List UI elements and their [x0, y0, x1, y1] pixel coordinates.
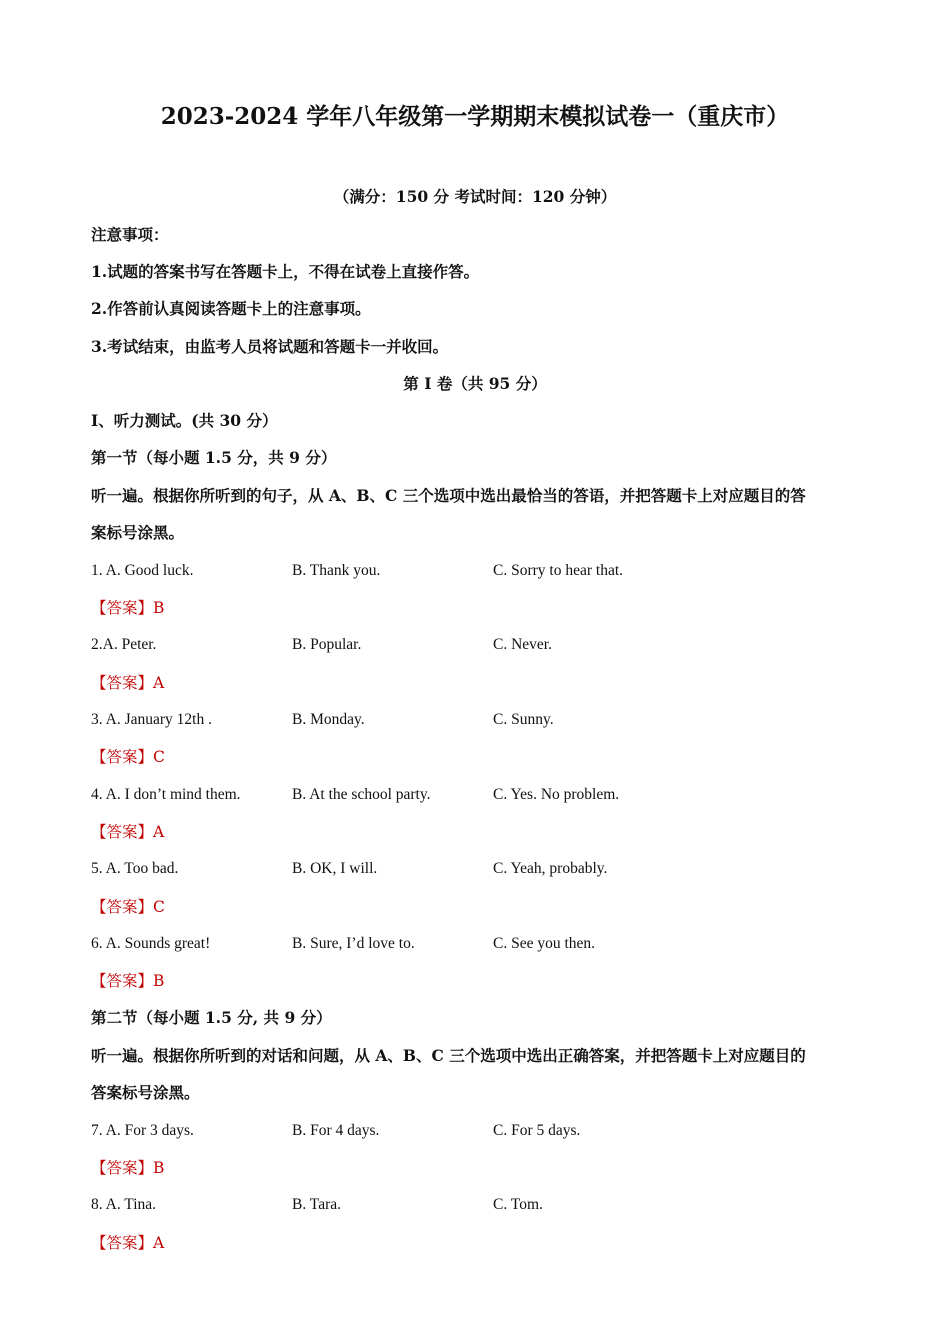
volume-heading: 第 I 卷（共 95 分） [403, 374, 547, 393]
q8-option-a: 8. A. Tina. [91, 1196, 157, 1213]
answer-letter: A [153, 823, 165, 841]
q5-option-c: C. Yeah, probably. [493, 860, 608, 877]
q7-option-c: C. For 5 days. [493, 1122, 581, 1139]
q1-option-c: C. Sorry to hear that. [493, 562, 624, 579]
q3-answer [91, 746, 165, 768]
answer-prefix: 【答案】 [91, 599, 154, 617]
q7-answer [91, 1157, 164, 1179]
notice-item-2: 2.作答前认真阅读答题卡上的注意事项。 [91, 299, 371, 318]
section2-instruction-line1: 听一遍。根据你所听到的对话和问题，从 A、B、C 三个选项中选出正确答案，并把答题卡上对应题目的 [91, 1046, 806, 1065]
answer-letter: B [153, 599, 165, 617]
answer-prefix: 【答案】 [91, 1234, 154, 1252]
q4-option-b: B. At the school party. [292, 786, 431, 803]
answer-letter: A [153, 674, 165, 692]
answer-letter: C [153, 898, 165, 916]
q8-option-c: C. Tom. [493, 1196, 543, 1213]
answer-prefix: 【答案】 [91, 972, 154, 990]
q8-answer [91, 1232, 164, 1254]
q3-option-b: B. Monday. [292, 711, 365, 728]
notice-item-1: 1.试题的答案书写在答题卡上，不得在试卷上直接作答。 [91, 262, 480, 281]
answer-prefix: 【答案】 [91, 1159, 154, 1177]
q1-answer [91, 597, 164, 619]
q6-option-b: B. Sure, I’d love to. [292, 935, 415, 952]
answer-prefix: 【答案】 [91, 823, 154, 841]
answer-prefix: 【答案】 [91, 674, 154, 692]
q2-option-c: C. Never. [493, 636, 552, 653]
q1-option-b: B. Thank you. [292, 562, 381, 579]
answer-prefix: 【答案】 [91, 898, 154, 916]
section1-heading: 第一节（每小题 1.5 分，共 9 分） [91, 448, 337, 467]
q4-answer [91, 821, 164, 843]
section1-instruction-line2: 案标号涂黑。 [91, 523, 185, 542]
answer-letter: B [153, 972, 165, 990]
q5-answer [91, 896, 165, 918]
answer-prefix: 【答案】 [91, 748, 154, 766]
q7-option-a: 7. A. For 3 days. [91, 1122, 194, 1139]
q2-answer [91, 672, 164, 694]
answer-letter: B [153, 1159, 165, 1177]
section2-instruction-line2: 答案标号涂黑。 [91, 1083, 200, 1102]
notice-heading: 注意事项： [91, 225, 169, 244]
q8-option-b: B. Tara. [292, 1196, 341, 1213]
part-heading: Ⅰ、听力测试。(共 30 分） [91, 411, 278, 430]
q5-option-b: B. OK, I will. [292, 860, 378, 877]
q2-option-b: B. Popular. [292, 636, 362, 653]
q1-option-a: 1. A. Good luck. [91, 562, 194, 579]
answer-letter: A [153, 1234, 165, 1252]
q6-answer [91, 970, 164, 992]
q4-option-c: C. Yes. No problem. [493, 786, 620, 803]
section1-instruction-line1: 听一遍。根据你所听到的句子，从 A、B、C 三个选项中选出最恰当的答语，并把答题卡上对应题目的答 [91, 486, 806, 505]
section2-heading: 第二节（每小题 1.5 分, 共 9 分） [91, 1008, 332, 1027]
q7-option-b: B. For 4 days. [292, 1122, 380, 1139]
q6-option-a: 6. A. Sounds great! [91, 935, 211, 952]
q6-option-c: C. See you then. [493, 935, 596, 952]
page-title: 2023-2024 学年八年级第一学期期末模拟试卷一（重庆市） [160, 103, 790, 130]
q2-option-a: 2.A. Peter. [91, 636, 157, 653]
q3-option-c: C. Sunny. [493, 711, 554, 728]
answer-letter: C [153, 748, 165, 766]
exam-info: （满分：150 分 考试时间：120 分钟） [333, 187, 617, 206]
notice-item-3: 3.考试结束，由监考人员将试题和答题卡一并收回。 [91, 337, 449, 356]
q4-option-a: 4. A. I don’t mind them. [91, 786, 241, 803]
q5-option-a: 5. A. Too bad. [91, 860, 179, 877]
q3-option-a: 3. A. January 12th . [91, 711, 212, 728]
